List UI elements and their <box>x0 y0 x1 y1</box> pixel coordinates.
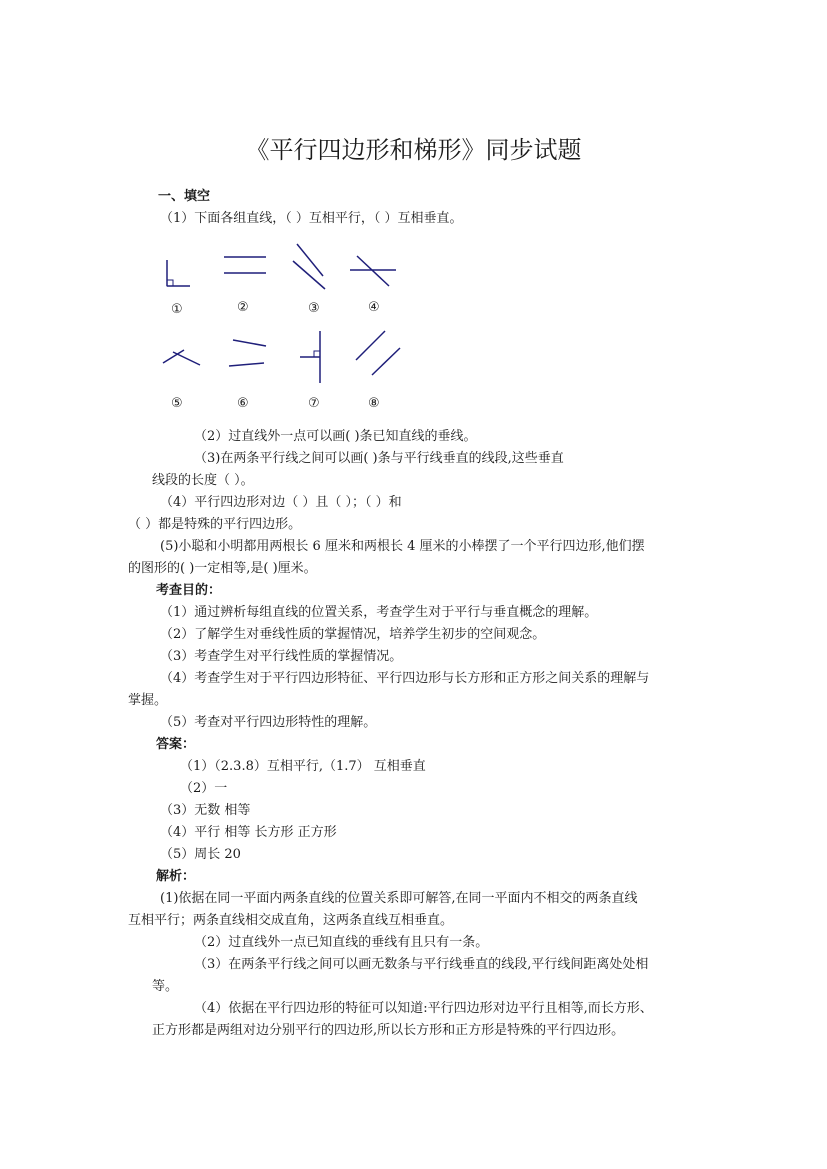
line-group-2 <box>224 257 266 273</box>
purpose-item-2: （2）了解学生对垂线性质的掌握情况，培养学生初步的空间观念。 <box>160 627 546 642</box>
purpose-item-3: （3）考查学生对平行线性质的掌握情况。 <box>160 649 403 664</box>
figure-label-6: ⑥ <box>237 396 249 411</box>
answer-4: （4）平行 相等 长方形 正方形 <box>160 825 337 840</box>
analysis-4-line-2: 正方形都是两组对边分别平行的四边形,所以长方形和正方形是特殊的平行四边形。 <box>152 1023 625 1038</box>
figure-label-8: ⑧ <box>368 396 380 411</box>
line-group-8 <box>356 331 400 375</box>
answer-5: （5）周长 20 <box>160 847 241 862</box>
question-4-line-1: （4）平行四边形对边（ ）且（ ）；（ ）和 <box>160 495 402 510</box>
line-group-4 <box>350 256 396 286</box>
question-4-line-2: （ ）都是特殊的平行四边形。 <box>128 517 302 532</box>
line-group-6 <box>229 340 266 366</box>
line-group-1 <box>167 260 190 286</box>
question-1: （1）下面各组直线，（ ）互相平行，（ ）互相垂直。 <box>160 211 463 226</box>
figure-label-7: ⑦ <box>308 396 320 411</box>
figure-label-1: ① <box>171 302 183 317</box>
analysis-4-line-1: （4）依据在平行四边形的特征可以知道:平行四边形对边平行且相等,而长方形、 <box>194 1001 653 1016</box>
figure-label-4: ④ <box>368 300 380 315</box>
purpose-item-4: （4）考查学生对于平行四边形特征、平行四边形与长方形和正方形之间关系的理解与 <box>160 671 650 686</box>
question-3-line-2: 线段的长度（ ）。 <box>152 473 254 488</box>
line-groups-figure <box>0 0 827 420</box>
purpose-item-1: （1）通过辨析每组直线的位置关系，考查学生对于平行与垂直概念的理解。 <box>160 605 598 620</box>
analysis-3-line-1: （3）在两条平行线之间可以画无数条与平行线垂直的线段,平行线间距离处处相 <box>194 957 649 972</box>
answers-heading: 答案： <box>156 737 196 752</box>
question-3-line-1: （3)在两条平行线之间可以画( )条与平行线垂直的线段,这些垂直 <box>194 451 564 466</box>
analysis-heading: 解析： <box>156 869 196 884</box>
line-group-3 <box>293 244 325 289</box>
figure-label-2: ② <box>237 300 249 315</box>
analysis-1-line-1: (1)依据在同一平面内两条直线的位置关系即可解答,在同一平面内不相交的两条直线 <box>160 891 638 906</box>
question-5-line-1: (5)小聪和小明都用两根长 6 厘米和两根长 4 厘米的小棒摆了一个平行四边形,他们摆 <box>160 539 645 554</box>
figure-label-3: ③ <box>308 301 320 316</box>
analysis-3-line-2: 等。 <box>152 979 179 994</box>
answer-2: （2）一 <box>180 781 228 796</box>
answer-1: （1）（2.3.8）互相平行,（1.7） 互相垂直 <box>180 759 426 774</box>
analysis-2: （2）过直线外一点已知直线的垂线有且只有一条。 <box>194 935 489 950</box>
question-2: （2）过直线外一点可以画( )条已知直线的垂线。 <box>194 429 477 444</box>
question-5-line-2: 的图形的( )一定相等,是( )厘米。 <box>128 561 317 576</box>
line-group-7 <box>300 331 320 383</box>
answer-3: （3）无数 相等 <box>160 803 251 818</box>
line-group-5 <box>163 350 200 365</box>
page-title: 《平行四边形和梯形》同步试题 <box>245 136 582 164</box>
purpose-heading: 考查目的： <box>156 583 222 598</box>
figure-label-5: ⑤ <box>171 396 183 411</box>
section-heading-fill-blank: 一、填空 <box>158 189 211 204</box>
purpose-item-4-cont: 掌握。 <box>128 693 168 708</box>
purpose-item-5: （5）考查对平行四边形特性的理解。 <box>160 715 377 730</box>
analysis-1-line-2: 互相平行；两条直线相交成直角，这两条直线互相垂直。 <box>128 913 454 928</box>
